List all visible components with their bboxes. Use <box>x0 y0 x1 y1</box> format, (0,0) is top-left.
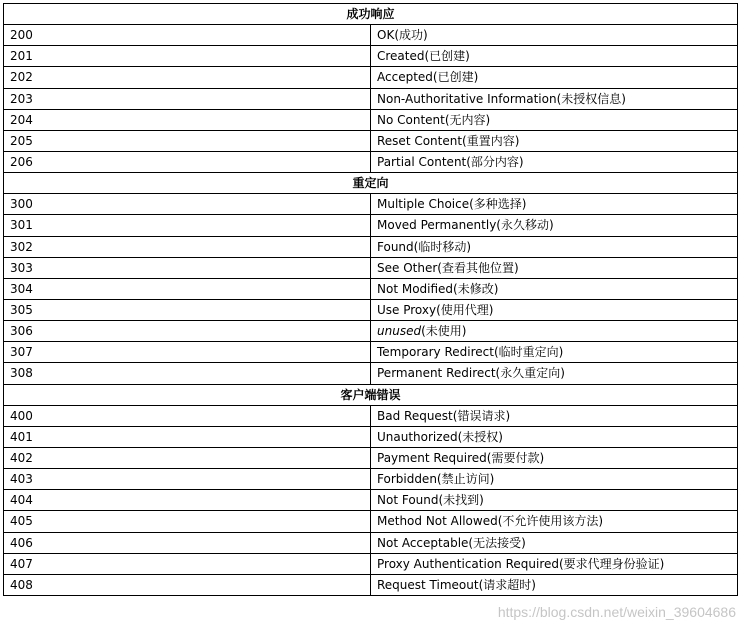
status-code-cell: 404 <box>4 490 371 511</box>
table-row <box>4 490 738 511</box>
table-row <box>4 46 738 67</box>
status-code-cell: 403 <box>4 469 371 490</box>
status-code-cell: 402 <box>4 447 371 468</box>
status-description-cell: Not Acceptable(无法接受) <box>371 532 738 553</box>
section-title: 重定向 <box>4 173 738 194</box>
status-code-cell: 407 <box>4 553 371 574</box>
status-code-cell: 203 <box>4 88 371 109</box>
table-row <box>4 215 738 236</box>
status-code-cell: 307 <box>4 342 371 363</box>
status-description-cell: Payment Required(需要付款) <box>371 447 738 468</box>
table-row <box>4 511 738 532</box>
table-row <box>4 426 738 447</box>
watermark: https://blog.csdn.net/weixin_39604686 <box>497 604 736 620</box>
status-code-cell: 308 <box>4 363 371 384</box>
table-row <box>4 194 738 215</box>
table-row <box>4 109 738 130</box>
status-code-cell: 400 <box>4 405 371 426</box>
table-row <box>4 363 738 384</box>
status-description-cell: OK(成功) <box>371 25 738 46</box>
table-row <box>4 130 738 151</box>
status-code-cell: 206 <box>4 151 371 172</box>
status-code-cell: 205 <box>4 130 371 151</box>
status-code-cell: 200 <box>4 25 371 46</box>
status-description-cell: Unauthorized(未授权) <box>371 426 738 447</box>
status-code-cell: 306 <box>4 321 371 342</box>
status-code-cell: 405 <box>4 511 371 532</box>
status-description-cell: Not Modified(未修改) <box>371 278 738 299</box>
status-description-cell: Proxy Authentication Required(要求代理身份验证) <box>371 553 738 574</box>
status-description-cell: No Content(无内容) <box>371 109 738 130</box>
status-description-cell: Non-Authoritative Information(未授权信息) <box>371 88 738 109</box>
table-row <box>4 236 738 257</box>
table-row <box>4 88 738 109</box>
status-description-cell: Request Timeout(请求超时) <box>371 574 738 595</box>
status-description-cell: Partial Content(部分内容) <box>371 151 738 172</box>
section-header-row <box>4 173 738 194</box>
status-description-cell: See Other(查看其他位置) <box>371 257 738 278</box>
status-description-cell: Reset Content(重置内容) <box>371 130 738 151</box>
status-description-italic: unused <box>377 324 422 339</box>
status-code-cell: 408 <box>4 574 371 595</box>
table-row <box>4 405 738 426</box>
status-description-cell: Not Found(未找到) <box>371 490 738 511</box>
table-row <box>4 278 738 299</box>
status-description-text: (未使用) <box>421 324 467 339</box>
table-row <box>4 532 738 553</box>
status-description-cell: Permanent Redirect(永久重定向) <box>371 363 738 384</box>
status-code-cell: 301 <box>4 215 371 236</box>
table-body <box>4 4 738 596</box>
table-row <box>4 447 738 468</box>
status-description-cell: Moved Permanently(永久移动) <box>371 215 738 236</box>
table-row <box>4 574 738 595</box>
status-code-cell: 201 <box>4 46 371 67</box>
status-description-cell: Accepted(已创建) <box>371 67 738 88</box>
status-code-cell: 302 <box>4 236 371 257</box>
status-code-cell: 305 <box>4 299 371 320</box>
table-row <box>4 151 738 172</box>
table-row <box>4 67 738 88</box>
table-row <box>4 342 738 363</box>
section-title: 客户端错误 <box>4 384 738 405</box>
section-title: 成功响应 <box>4 4 738 25</box>
http-status-table <box>3 3 738 596</box>
status-description-cell: Temporary Redirect(临时重定向) <box>371 342 738 363</box>
table-row <box>4 469 738 490</box>
status-description-cell: Created(已创建) <box>371 46 738 67</box>
section-header-row <box>4 384 738 405</box>
status-code-cell: 204 <box>4 109 371 130</box>
status-code-cell: 303 <box>4 257 371 278</box>
status-code-cell: 202 <box>4 67 371 88</box>
table-row <box>4 25 738 46</box>
status-description-cell: Method Not Allowed(不允许使用该方法) <box>371 511 738 532</box>
status-description-cell <box>371 321 738 342</box>
status-description-cell: Use Proxy(使用代理) <box>371 299 738 320</box>
status-code-cell: 401 <box>4 426 371 447</box>
status-description-cell: Found(临时移动) <box>371 236 738 257</box>
table-row <box>4 299 738 320</box>
table-row <box>4 321 738 342</box>
table-row <box>4 257 738 278</box>
status-code-cell: 406 <box>4 532 371 553</box>
status-code-cell: 304 <box>4 278 371 299</box>
status-description-cell: Forbidden(禁止访问) <box>371 469 738 490</box>
status-description-cell: Bad Request(错误请求) <box>371 405 738 426</box>
table-row <box>4 553 738 574</box>
section-header-row <box>4 4 738 25</box>
status-description-cell: Multiple Choice(多种选择) <box>371 194 738 215</box>
status-code-cell: 300 <box>4 194 371 215</box>
